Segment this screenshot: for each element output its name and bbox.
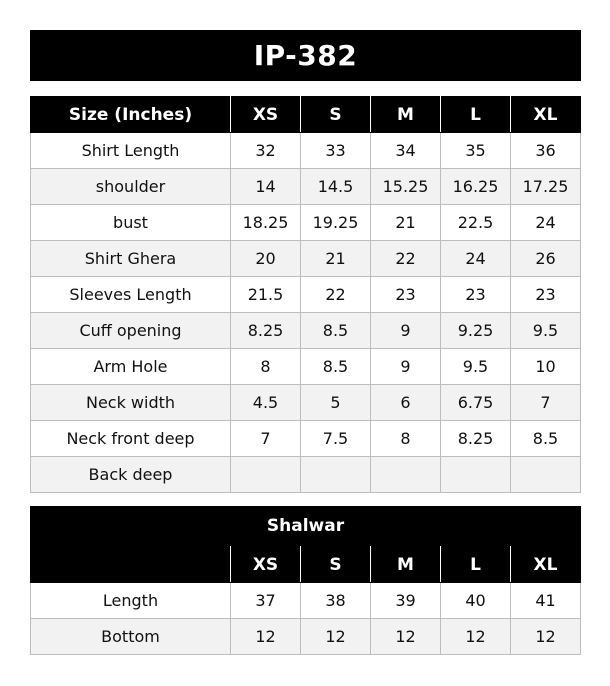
table-row <box>31 457 581 493</box>
cell-value: 16.25 <box>441 169 511 205</box>
table-row <box>31 241 581 277</box>
cell-value: 12 <box>231 619 301 655</box>
cell-value: 9 <box>371 313 441 349</box>
shalwar-section-title: Shalwar <box>30 506 581 546</box>
table-row <box>31 169 581 205</box>
cell-value: 26 <box>511 241 581 277</box>
cell-value: 22 <box>371 241 441 277</box>
cell-value: 9 <box>371 349 441 385</box>
cell-value <box>301 457 371 493</box>
cell-value: 7 <box>231 421 301 457</box>
product-code-title: IP-382 <box>30 30 581 81</box>
cell-value: 8.5 <box>301 313 371 349</box>
cell-value: 8 <box>231 349 301 385</box>
cell-value: 32 <box>231 133 301 169</box>
cell-value: 33 <box>301 133 371 169</box>
size-header-m: M <box>371 97 441 133</box>
table-row <box>31 205 581 241</box>
cell-value <box>441 457 511 493</box>
row-label: Arm Hole <box>31 349 231 385</box>
cell-value <box>511 457 581 493</box>
cell-value: 23 <box>371 277 441 313</box>
row-label: Shirt Length <box>31 133 231 169</box>
row-label: Cuff opening <box>31 313 231 349</box>
cell-value: 9.25 <box>441 313 511 349</box>
row-label: Sleeves Length <box>31 277 231 313</box>
cell-value: 14.5 <box>301 169 371 205</box>
cell-value: 34 <box>371 133 441 169</box>
cell-value: 9.5 <box>511 313 581 349</box>
cell-value: 23 <box>511 277 581 313</box>
row-label: Neck front deep <box>31 421 231 457</box>
cell-value: 12 <box>441 619 511 655</box>
cell-value: 36 <box>511 133 581 169</box>
table-row <box>31 619 581 655</box>
cell-value: 21.5 <box>231 277 301 313</box>
cell-value: 24 <box>511 205 581 241</box>
cell-value: 14 <box>231 169 301 205</box>
cell-value: 22 <box>301 277 371 313</box>
cell-value: 7 <box>511 385 581 421</box>
cell-value: 8 <box>371 421 441 457</box>
cell-value: 12 <box>371 619 441 655</box>
cell-value: 8.5 <box>511 421 581 457</box>
row-label: Back deep <box>31 457 231 493</box>
row-label: Neck width <box>31 385 231 421</box>
size-header-l: L <box>441 97 511 133</box>
table-row <box>31 583 581 619</box>
size-header-s: S <box>301 547 371 583</box>
shirt-size-table <box>30 96 581 493</box>
cell-value: 6 <box>371 385 441 421</box>
row-label: bust <box>31 205 231 241</box>
cell-value: 41 <box>511 583 581 619</box>
cell-value: 35 <box>441 133 511 169</box>
size-header-xl: XL <box>511 547 581 583</box>
cell-value: 22.5 <box>441 205 511 241</box>
size-header-s: S <box>301 97 371 133</box>
cell-value: 19.25 <box>301 205 371 241</box>
cell-value: 21 <box>301 241 371 277</box>
cell-value: 4.5 <box>231 385 301 421</box>
row-label: Shirt Ghera <box>31 241 231 277</box>
shalwar-size-table <box>30 546 581 655</box>
cell-value: 40 <box>441 583 511 619</box>
size-header-xl: XL <box>511 97 581 133</box>
row-label: Bottom <box>31 619 231 655</box>
cell-value: 10 <box>511 349 581 385</box>
cell-value: 17.25 <box>511 169 581 205</box>
cell-value: 24 <box>441 241 511 277</box>
cell-value <box>231 457 301 493</box>
cell-value: 8.25 <box>231 313 301 349</box>
table-row <box>31 133 581 169</box>
cell-value: 20 <box>231 241 301 277</box>
table-row <box>31 313 581 349</box>
table-row <box>31 385 581 421</box>
cell-value: 12 <box>301 619 371 655</box>
table-header-row <box>31 97 581 133</box>
size-header-m: M <box>371 547 441 583</box>
cell-value: 6.75 <box>441 385 511 421</box>
cell-value: 21 <box>371 205 441 241</box>
cell-value: 39 <box>371 583 441 619</box>
cell-value <box>371 457 441 493</box>
cell-value: 37 <box>231 583 301 619</box>
table-row <box>31 277 581 313</box>
size-header-label: Size (Inches) <box>31 97 231 133</box>
cell-value: 9.5 <box>441 349 511 385</box>
table-row <box>31 421 581 457</box>
cell-value: 8.25 <box>441 421 511 457</box>
cell-value: 38 <box>301 583 371 619</box>
cell-value: 12 <box>511 619 581 655</box>
row-label: shoulder <box>31 169 231 205</box>
cell-value: 7.5 <box>301 421 371 457</box>
size-header-label <box>31 547 231 583</box>
cell-value: 8.5 <box>301 349 371 385</box>
cell-value: 5 <box>301 385 371 421</box>
table-header-row <box>31 547 581 583</box>
size-header-l: L <box>441 547 511 583</box>
row-label: Length <box>31 583 231 619</box>
size-header-xs: XS <box>231 97 301 133</box>
cell-value: 23 <box>441 277 511 313</box>
size-header-xs: XS <box>231 547 301 583</box>
table-row <box>31 349 581 385</box>
cell-value: 15.25 <box>371 169 441 205</box>
cell-value: 18.25 <box>231 205 301 241</box>
